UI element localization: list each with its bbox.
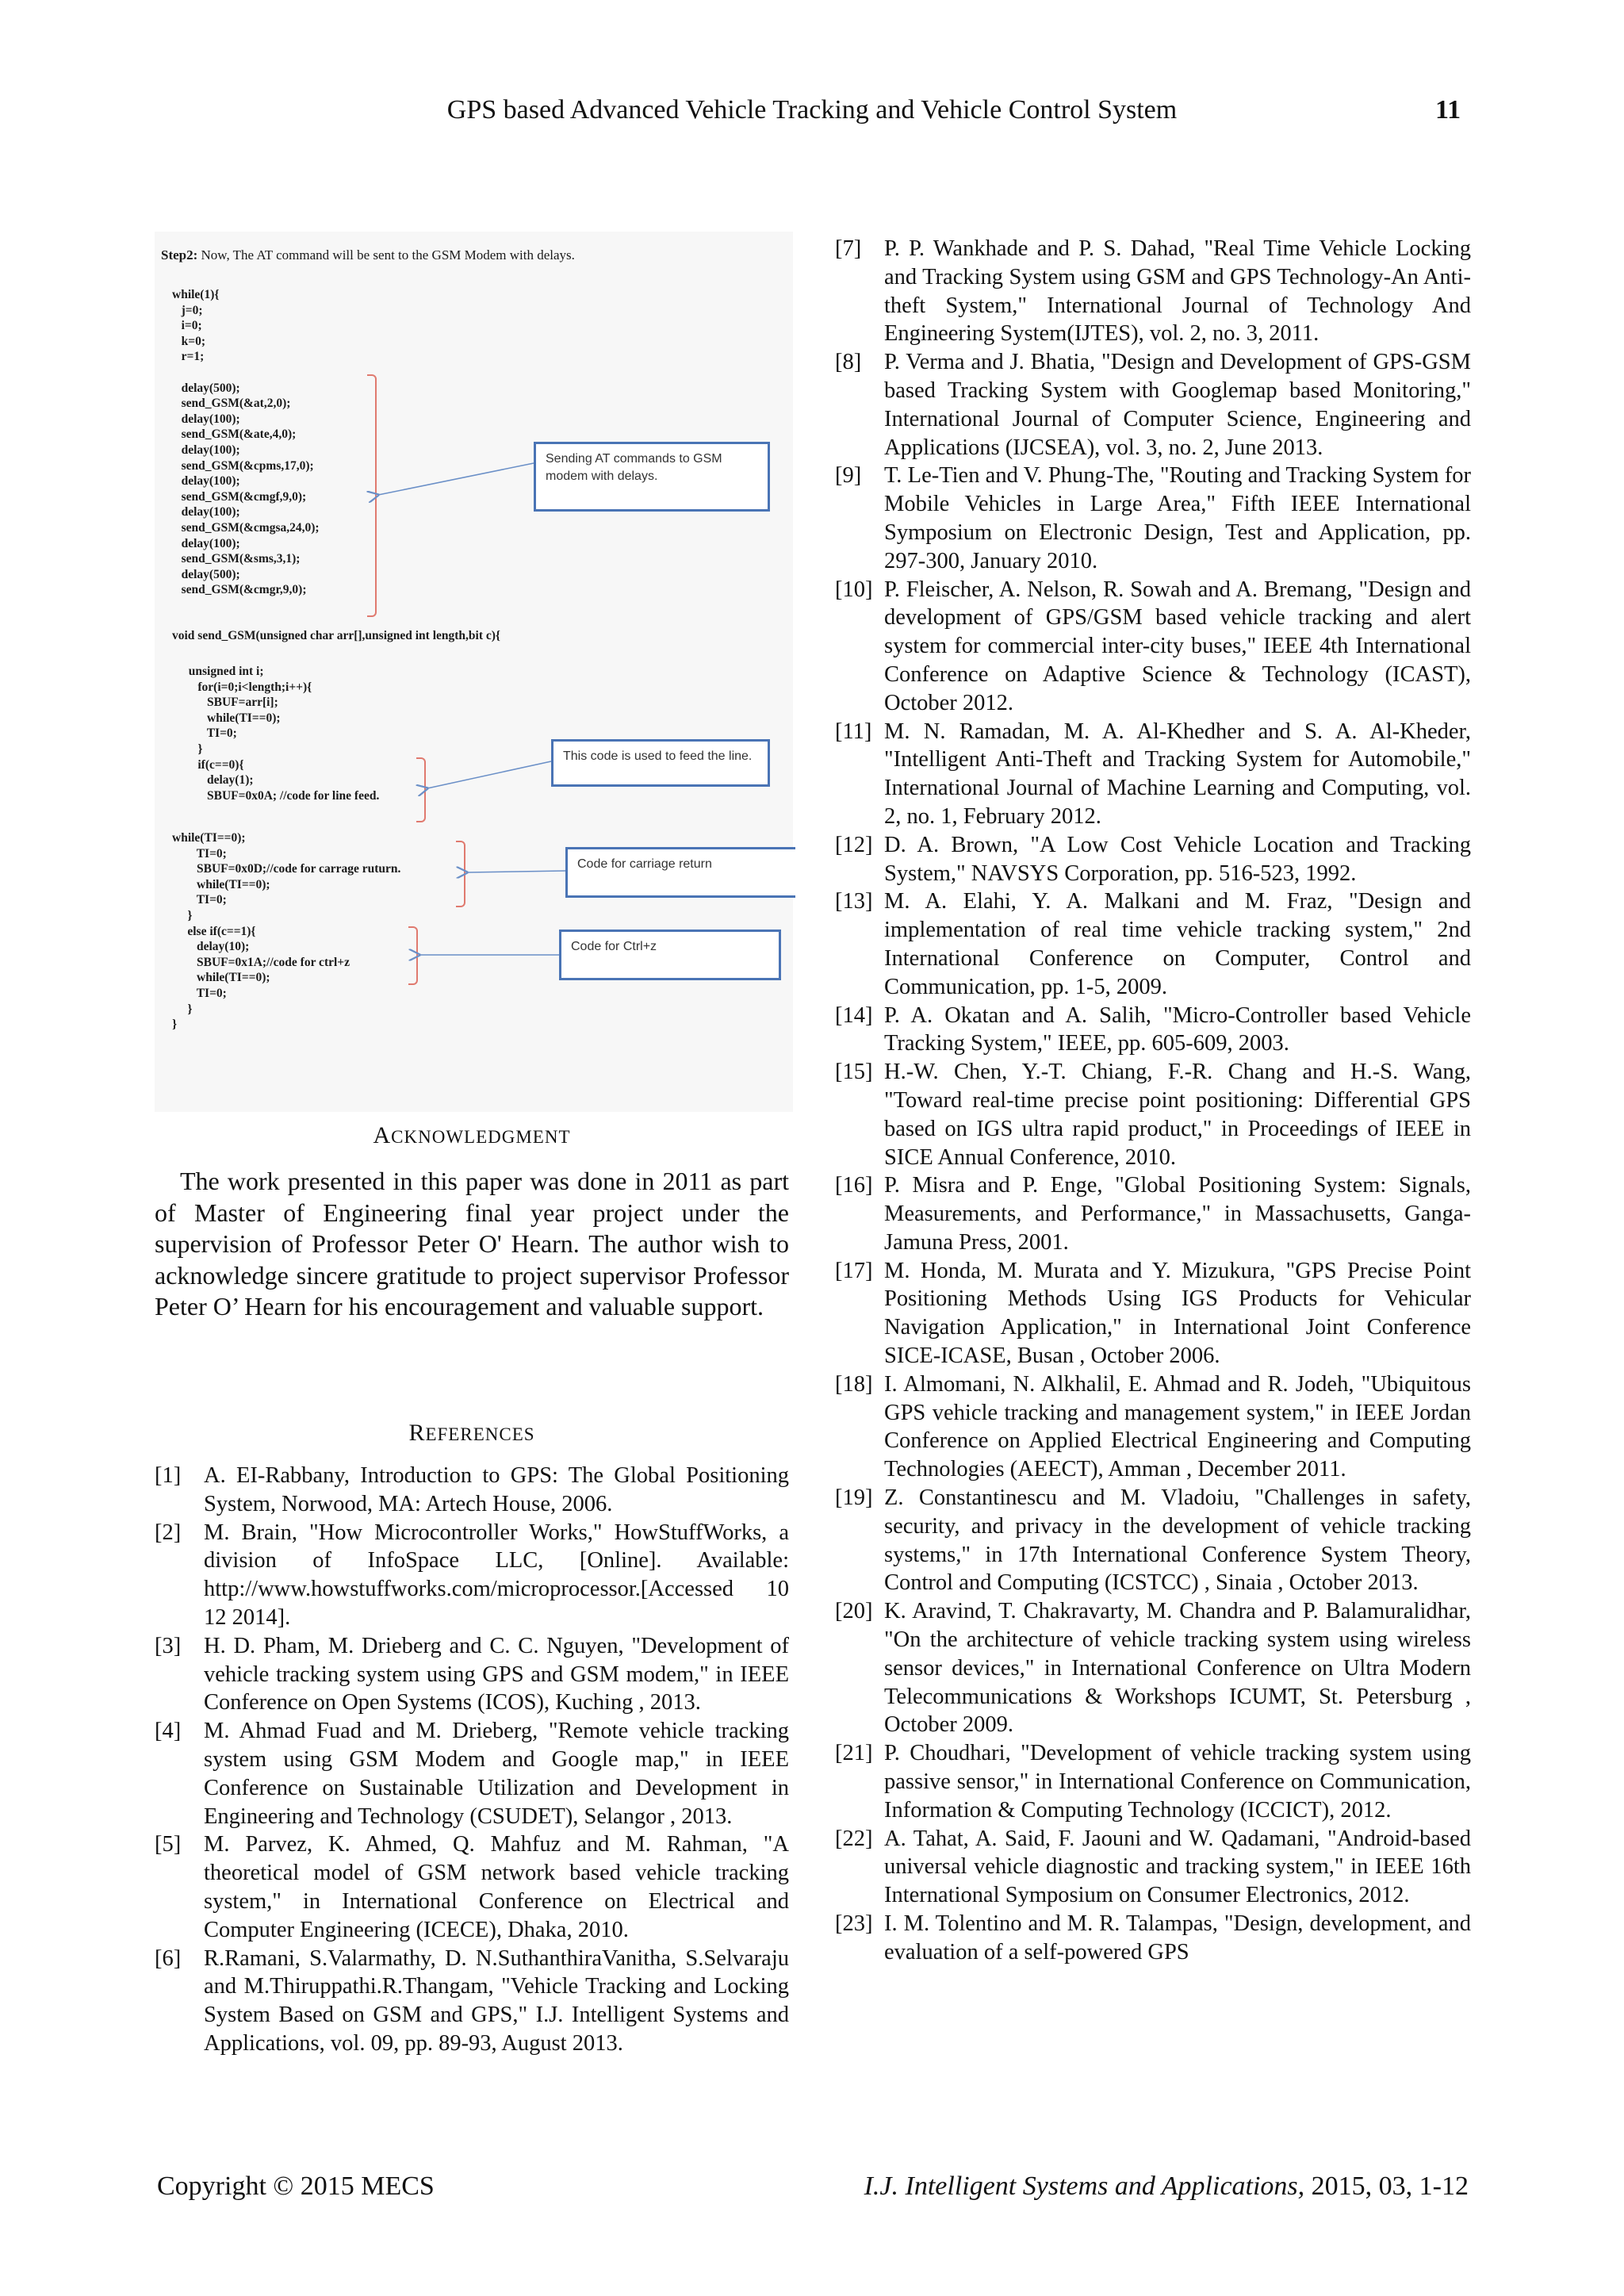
reference-20: [20] K. Aravind, T. Chakravarty, M. Chandra and P. Balamuralidhar, "On the architecture of vehicle tracking system using wireless sensor devices," in International Conference on Ultra Modern Telecommunications & Workshops ICUMT, St. Petersburg , October 2009. [835, 1599, 1471, 1738]
reference-8: [8] P. Verma and J. Bhatia, "Design and Development of GPS-GSM based Tracking System with Googlemap based Monitoring," International Journal of Computer Science, Engineering and Applications (IJCSEA), vol. 3, no. 2, June 2013. [835, 350, 1471, 460]
code-figure [155, 232, 793, 1112]
reference-14: [14] P. A. Okatan and A. Salih, "Micro-Controller based Vehicle Tracking System," IEEE, pp. 605-609, 2003. [835, 1002, 1471, 1056]
reference-1: [1] A. EI-Rabbany, Introduction to GPS: The Global Positioning System, Norwood, MA: Artech House, 2006. [155, 1463, 789, 1516]
step-label: Step2: [161, 247, 198, 263]
reference-2: [2] M. Brain, "How Microcontroller Works," HowStuffWorks, a division of InfoSpace LLC, [Online]. Available: http://www.howstuffworks.com/microprocessor.[Accessed 10 12 2014]. [155, 1520, 789, 1630]
reference-22: [22] A. Tahat, A. Said, F. Jaouni and W. Qadamani, "Android-based universal vehicle diagnostic and tracking system," in IEEE 16th International Symposium on Consumer Electronics, 2012. [835, 1826, 1471, 1908]
reference-18: [18] I. Almomani, N. Alkhalil, E. Ahmad and R. Jodeh, "Ubiquitous GPS vehicle tracking and management system," in IEEE Jordan Conference on Applied Electrical Engineering and Computing Technologies (AEECT), Amman , December 2011. [835, 1371, 1471, 1482]
reference-16: [16] P. Misra and P. Enge, "Global Positioning System: Signals, Measurements, and Performance," in Massachusetts, Ganga-Jamuna Press, 2001. [835, 1173, 1471, 1255]
reference-11: [11] M. N. Ramadan, M. A. Al-Khedher and S. A. Al-Kheder, "Intelligent Anti-Theft and Tracking System for Automobile," International Journal of Machine Learning and Computing, vol. 2, no. 1, February 2012. [835, 719, 1471, 829]
callout-line-feed: This code is used to feed the line. [551, 739, 770, 787]
arrow-at-commands [378, 463, 534, 495]
reference-10: [10] P. Fleischer, A. Nelson, R. Sowah and A. Bremang, "Design and development of GPS/GSM based vehicle tracking and alert system for commercial inter-city buses," IEEE 4th International Conference on Adaptive Science & Technology (ICAST), October 2012. [835, 577, 1471, 715]
reference-17: [17] M. Honda, M. Murata and Y. Mizukura, "GPS Precise Point Positioning Methods Using IGS Products for Vehicular Navigation Application," in International Joint Conference SICE-ICASE, Busan , October 2006. [835, 1258, 1471, 1369]
reference-7: [7] P. P. Wankhade and P. S. Dahad, "Real Time Vehicle Locking and Tracking System using GSM and GPS Technology-An Anti-theft System," International Journal of Technology And Engineering System(IJTES), vol. 2, no. 3, 2011. [835, 236, 1471, 347]
reference-19: [19] Z. Constantinescu and M. Vladoiu, "Challenges in safety, security, and privacy in the development of vehicle tracking systems," in 17th International Conference System Theory, Control and Computing (ICSTCC) , Sinaia , October 2013. [835, 1485, 1471, 1596]
code-block-carriage: while(TI==0); TI=0; SBUF=0x0D;//code for carrage ruturn. while(TI==0); TI=0; } else if(c==1){ delay(10); SBUF=0x1A;//code for ctrl+z while(TI==0); TI=0; } } [172, 831, 401, 1032]
reference-3: [3] H. D. Pham, M. Drieberg and C. C. Nguyen, "Development of vehicle tracking system using GPS and GSM modem," in IEEE Conference on Open Systems (ICOS), Kuching , 2013. [155, 1633, 789, 1715]
copyright-footer: Copyright © 2015 MECS [157, 2171, 435, 2201]
reference-23: [23] I. M. Tolentino and M. R. Talampas, "Design, development, and evaluation of a self-powered GPS [835, 1911, 1471, 1964]
journal-footer [864, 2171, 1469, 2202]
reference-6: [6] R.Ramani, S.Valarmathy, D. N.SuthanthiraVanitha, S.Selvaraju and M.Thiruppathi.R.Thangam, "Vehicle Tracking and Locking System Based on GSM and GPS," I.J. Intelligent Systems and Applications, vol. 09, pp. 89-93, August 2013. [155, 1945, 789, 2056]
acknowledgment-text: The work presented in this paper was done in 2011 as part of Master of Engineering final year project under the supervision of Professor Peter O' Hearn. The author wish to acknowledge sincere gratitude to project supervisor Professor Peter O’ Hearn for his encouragement and valuable support. [155, 1167, 789, 1321]
reference-12: [12] D. A. Brown, "A Low Cost Vehicle Location and Tracking System," NAVSYS Corporation, pp. 516-523, 1992. [835, 832, 1471, 886]
journal-name: I.J. Intelligent Systems and Applications, [864, 2171, 1305, 2201]
references-right-column [835, 235, 1471, 1967]
arrow-line-feed [427, 761, 551, 788]
reference-15: [15] H.-W. Chen, Y.-T. Chiang, F.-R. Chang and H.-S. Wang, "Toward real-time precise point positioning: Differential GPS based on IGS ultra rapid product," in Proceedings of IEEE in SICE Annual Conference, 2010. [835, 1060, 1471, 1170]
arrow-carriage-return [467, 871, 565, 872]
callout-carriage-return: Code for carriage return [565, 847, 795, 898]
code-block-send-loop: unsigned int i; for(i=0;i<length;i++){ SBUF=arr[i]; while(TI==0); TI=0; } if(c==0){ delay(1); SBUF=0x0A; //code for line feed. [188, 665, 380, 803]
running-header: GPS based Advanced Vehicle Tracking and Vehicle Control System [446, 95, 1178, 125]
reference-21: [21] P. Choudhari, "Development of vehicle tracking system using passive sensor," in International Conference on Communication, Information & Computing Technology (ICCICT), 2012. [835, 1741, 1471, 1823]
acknowledgment-heading: ACKNOWLEDGMENT [373, 1122, 571, 1148]
reference-13: [13] M. A. Elahi, Y. A. Malkani and M. Fraz, "Design and implementation of real time vehicle tracking system," 2nd International Conference on Computer, Control and Communication, pp. 1-5, 2009. [835, 889, 1471, 999]
reference-5: [5] M. Parvez, K. Ahmed, Q. Mahfuz and M. Rahman, "A theoretical model of GSM network based vehicle tracking system," in International Conference on Electrical and Computer Engineering (ICECE), Dhaka, 2010. [155, 1832, 789, 1942]
references-left-column [155, 1462, 789, 2058]
journal-issue: 2015, 03, 1-12 [1304, 2171, 1469, 2201]
reference-9: [9] T. Le-Tien and V. Phung-The, "Routing and Tracking System for Mobile Vehicles in Large Area," Fifth IEEE International Symposium on Electronic Design, Test and Application, pp. 297-300, January 2010. [835, 463, 1471, 573]
page-number: 11 [1435, 95, 1461, 125]
callout-ctrl-z: Code for Ctrl+z [559, 930, 781, 980]
references-heading: REFERENCES [408, 1420, 535, 1446]
reference-4: [4] M. Ahmad Fuad and M. Drieberg, "Remote vehicle tracking system using GSM Modem and Google map," in IEEE Conference on Sustainable Utilization and Development in Engineering and Technology (CSUDET), Selangor , 2013. [155, 1719, 789, 1829]
step-text: Now, The AT command will be sent to the GSM Modem with delays. [201, 247, 575, 263]
callout-at-commands: Sending AT commands to GSM modem with delays. [534, 442, 770, 512]
code-function-signature: void send_GSM(unsigned char arr[],unsigned int length,bit c){ [172, 629, 501, 642]
code-block-main-loop: while(1){ j=0; i=0; k=0; r=1; delay(500); send_GSM(&at,2,0); delay(100); send_GSM(&ate,4,0); delay(100); send_GSM(&cpms,17,0); delay(100); send_GSM(&cmgf,9,0); delay(100); send_GSM(&cmgsa,24,0); delay(100); send_GSM(&sms,3,1); delay(500); send_GSM(&cmgr,9,0); [172, 288, 320, 597]
